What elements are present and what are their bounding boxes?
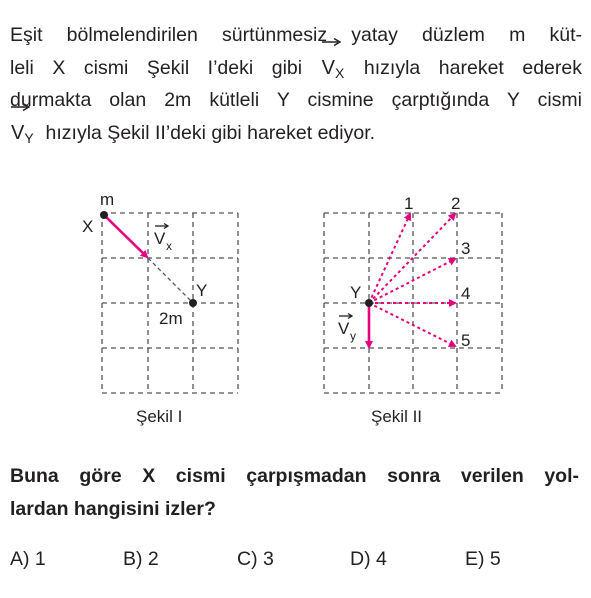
path-label-4: 4 [461, 284, 471, 303]
stem-line-4 [10, 117, 582, 150]
label-2m: 2m [159, 309, 183, 328]
velocity-y-letter: V [11, 121, 25, 144]
question-line-1: Buna göre X cismi çarpışmadan sonra verilen yol- [10, 465, 579, 487]
question-prompt [10, 460, 579, 525]
choice-b[interactable]: B) 2 [123, 548, 159, 570]
vector-arrow-icon [321, 37, 341, 47]
velocity-x-subscript: X [335, 64, 345, 81]
path-3-arrow [369, 259, 455, 303]
velocity-y-subscript: Y [24, 129, 34, 146]
vector-arrow-icon [10, 102, 30, 112]
candidate-paths [369, 214, 455, 346]
path-label-2: 2 [451, 194, 461, 213]
label-x: X [82, 217, 94, 236]
choice-a[interactable]: A) 1 [10, 548, 46, 570]
label-y: Y [350, 283, 362, 302]
x-path-dashed-line [148, 258, 193, 303]
question-stem [10, 19, 582, 149]
body-x-dot [100, 211, 108, 219]
figure-1-caption: Şekil I [136, 407, 183, 426]
stem-line-4-end: hızıyla Şekil II’deki gibi hareket ediyor. [45, 121, 376, 144]
choice-d[interactable]: D) 4 [350, 548, 387, 570]
velocity-x-symbol [321, 52, 346, 90]
choice-e[interactable]: E) 5 [465, 548, 501, 570]
vx-label-letter: V [154, 229, 166, 248]
path-1-arrow [369, 214, 410, 303]
stem-line-2 [10, 52, 582, 85]
stem-line-2-start: leli X cismi Şekil I’deki gibi [10, 56, 303, 79]
label-m: m [100, 190, 115, 209]
velocity-y-symbol [10, 117, 35, 155]
stem-line-1: Eşit bölmelendirilen sürtünmesiz yatay düzlem m küt- [10, 24, 582, 46]
stem-line-2-end: hızıyla hareket ederek [363, 56, 582, 79]
path-label-5: 5 [461, 331, 471, 350]
body-y-dot [365, 299, 373, 307]
figure-2-caption: Şekil II [371, 407, 423, 426]
vy-label [338, 314, 356, 344]
body-y-dot [189, 299, 197, 307]
label-y: Y [196, 281, 208, 300]
path-5-arrow [369, 303, 455, 346]
figure-2 [300, 180, 510, 410]
stem-line-3: durmakta olan 2m kütleli Y cismine çarptığında Y cismi [10, 89, 582, 111]
velocity-x-letter: V [321, 56, 335, 79]
vx-label-subscript: x [166, 239, 172, 253]
path-label-3: 3 [461, 239, 471, 258]
vx-label [154, 224, 172, 254]
figure-1 [70, 180, 270, 410]
vy-label-letter: V [338, 319, 350, 338]
question-line-2: lardan hangisini izler? [10, 497, 216, 520]
choice-c[interactable]: C) 3 [237, 548, 274, 570]
vy-label-subscript: y [350, 329, 356, 343]
vx-arrow [104, 215, 147, 257]
path-label-1: 1 [404, 194, 414, 213]
